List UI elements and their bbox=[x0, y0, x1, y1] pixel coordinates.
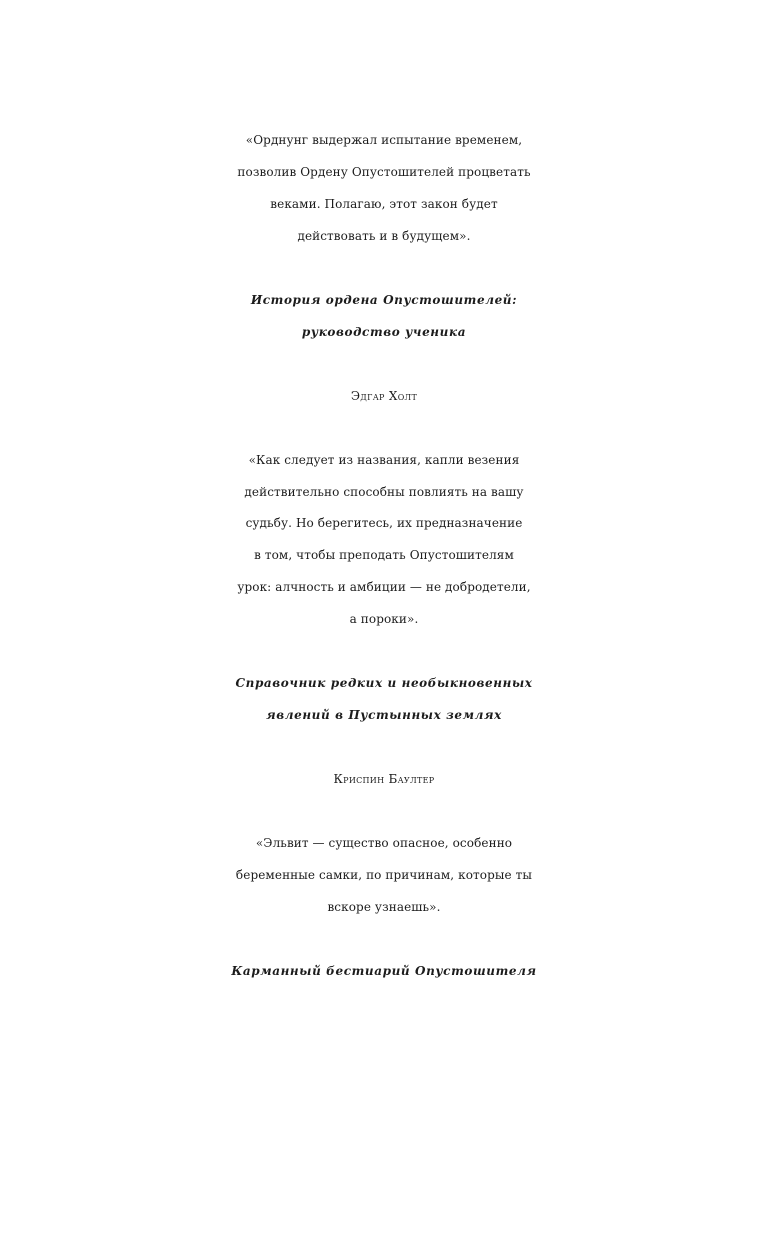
epigraph-2-quote-line-2: действительно способны повлиять на вашу bbox=[244, 485, 524, 499]
epigraph-1-author: Эдгар Холт bbox=[350, 389, 418, 403]
epigraph-2-source-line-2: явлений в Пустынных землях bbox=[266, 708, 502, 722]
epigraph-2-author: Криспин Баултер bbox=[333, 772, 435, 786]
epigraph-2-quote-line-6: а пороки». bbox=[349, 612, 419, 626]
epigraph-3-quote-line-2: беременные самки, по причинам, которые ты bbox=[235, 868, 533, 882]
epigraph-3-quote-line-3: вскоре узнаешь». bbox=[327, 900, 441, 914]
epigraph-1-quote-line-1: «Орднунг выдержал испытание временем, bbox=[245, 133, 523, 147]
epigraph-1-quote-line-3: веками. Полагаю, этот закон будет bbox=[270, 197, 498, 211]
epigraph-3-source-line-1: Карманный бестиарий Опустошителя bbox=[231, 964, 537, 978]
epigraph-2-quote-line-1: «Как следует из названия, капли везения bbox=[248, 453, 520, 467]
epigraph-1-quote-line-4: действовать и в будущем». bbox=[297, 229, 471, 243]
epigraph-2-quote-line-3: судьбу. Но берегитесь, их предназначение bbox=[245, 516, 523, 530]
epigraph-2-source-line-1: Справочник редких и необыкновенных bbox=[235, 676, 533, 690]
epigraph-3-quote-line-1: «Эльвит — существо опасное, особенно bbox=[255, 836, 513, 850]
epigraph-1-source-line-2: руководство ученика bbox=[301, 325, 467, 339]
epigraph-1-source-line-1: История ордена Опустошителей: bbox=[250, 293, 518, 307]
epigraph-1-quote-line-2: позволив Ордену Опустошителей процветать bbox=[237, 165, 531, 179]
epigraph-2-quote-line-4: в том, чтобы преподать Опустошителям bbox=[254, 548, 514, 562]
epigraph-2-quote-line-5: урок: алчность и амбиции — не добродетели, bbox=[237, 580, 531, 594]
